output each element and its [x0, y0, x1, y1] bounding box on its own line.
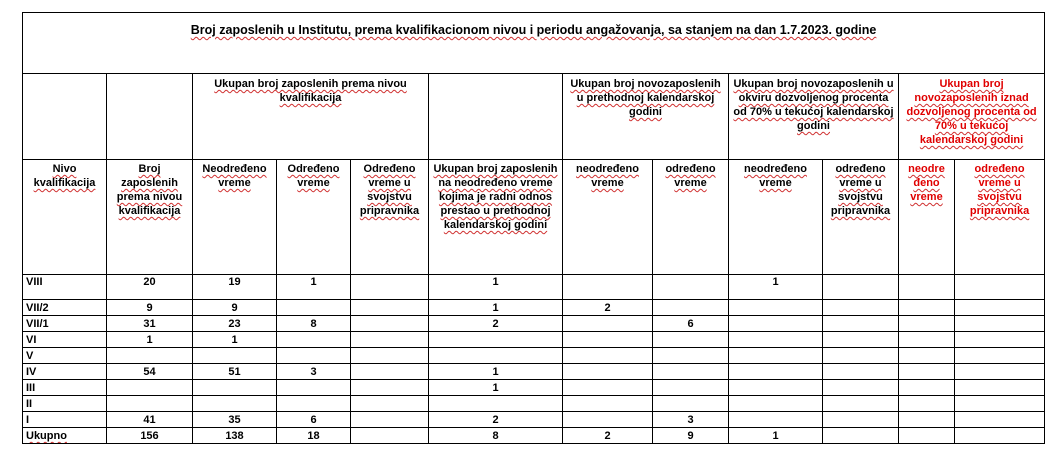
table-cell: 8 [277, 316, 351, 332]
table-cell [729, 380, 823, 396]
table-cell: 2 [429, 316, 563, 332]
table-cell [955, 275, 1045, 300]
table-cell [277, 300, 351, 316]
row-level-cell: VII/1 [23, 316, 107, 332]
table-row [23, 300, 1045, 316]
table-cell [955, 428, 1045, 444]
table-cell: 8 [429, 428, 563, 444]
row-level-cell: I [23, 412, 107, 428]
table-row [23, 316, 1045, 332]
table-cell [653, 364, 729, 380]
employee-qualification-table [22, 12, 1045, 444]
table-cell [823, 348, 899, 364]
table-cell [899, 428, 955, 444]
table-cell: 18 [277, 428, 351, 444]
table-cell [823, 380, 899, 396]
table-cell: 1 [429, 300, 563, 316]
table-cell [563, 316, 653, 332]
table-cell [729, 332, 823, 348]
table-cell [563, 275, 653, 300]
table-cell [729, 396, 823, 412]
column-header: Broj zaposlenih prema nivou kvalifikacija [107, 160, 193, 275]
table-cell [899, 380, 955, 396]
column-header: Određeno vreme [277, 160, 351, 275]
table-cell [729, 348, 823, 364]
table-cell: 9 [193, 300, 277, 316]
table-cell [823, 316, 899, 332]
table-cell: 138 [193, 428, 277, 444]
table-cell [429, 396, 563, 412]
table-cell: 6 [277, 412, 351, 428]
table-row [23, 380, 1045, 396]
row-level-cell: Ukupno [23, 428, 107, 444]
table-cell: 6 [653, 316, 729, 332]
title-row [23, 13, 1045, 74]
table-cell: 1 [277, 275, 351, 300]
table-cell: 54 [107, 364, 193, 380]
table-cell [955, 348, 1045, 364]
group-header-row [23, 74, 1045, 160]
table-cell [653, 300, 729, 316]
column-header: neodređeno vreme [729, 160, 823, 275]
column-header: Ukupan broj zaposlenih na neodređeno vreme kojima je radni odnos prestao u prethodnoj kalendarskoj godini [429, 160, 563, 275]
table-cell [899, 275, 955, 300]
group-header-total-by-level: Ukupan broj zaposlenih prema nivou kvalifikacija [193, 74, 429, 160]
column-header: neodređeno vreme [563, 160, 653, 275]
table-cell [193, 348, 277, 364]
table-cell [351, 412, 429, 428]
column-header: Neodređeno vreme [193, 160, 277, 275]
table-cell [277, 380, 351, 396]
column-header: Određeno vreme u svojstvu pripravnika [351, 160, 429, 275]
table-cell [899, 364, 955, 380]
table-cell [899, 316, 955, 332]
table-cell [955, 316, 1045, 332]
row-level-cell: VI [23, 332, 107, 348]
table-cell [193, 396, 277, 412]
table-cell [899, 348, 955, 364]
table-cell [351, 348, 429, 364]
column-header: određeno vreme u svojstvu pripravnika [955, 160, 1045, 275]
table-cell [653, 348, 729, 364]
table-cell [729, 316, 823, 332]
table-cell [653, 380, 729, 396]
table-cell [955, 300, 1045, 316]
table-cell: 23 [193, 316, 277, 332]
table-cell: 51 [193, 364, 277, 380]
table-cell [277, 332, 351, 348]
table-cell [729, 364, 823, 380]
table-cell [653, 332, 729, 348]
group-header-new-within-70: Ukupan broj novozaposlenih u okviru dozvoljenog procenta od 70% u tekućoj kalendarskoj godini [729, 74, 899, 160]
table-cell [899, 412, 955, 428]
table-cell: 1 [107, 332, 193, 348]
table-row [23, 332, 1045, 348]
table-cell [823, 275, 899, 300]
table-cell [899, 332, 955, 348]
table-cell [563, 348, 653, 364]
table-cell: 156 [107, 428, 193, 444]
table-cell [563, 364, 653, 380]
qualification-table-wrapper [22, 12, 1044, 444]
table-cell [351, 428, 429, 444]
table-cell [563, 332, 653, 348]
table-cell [823, 332, 899, 348]
table-row [23, 348, 1045, 364]
table-title-text: Broj zaposlenih u Institutu, prema kvalifikacionom nivou i periodu angažovanja, sa stanjem na dan 1.7.2023. godine [190, 23, 877, 37]
table-cell: 20 [107, 275, 193, 300]
table-cell [277, 396, 351, 412]
table-cell: 1 [429, 275, 563, 300]
table-cell [351, 332, 429, 348]
row-level-cell: IV [23, 364, 107, 380]
table-cell [823, 412, 899, 428]
table-body [23, 275, 1045, 444]
table-cell: 9 [107, 300, 193, 316]
column-header: određeno vreme [653, 160, 729, 275]
table-cell [955, 364, 1045, 380]
column-header: Nivo kvalifikacija [23, 160, 107, 275]
table-row [23, 412, 1045, 428]
table-cell: 1 [429, 364, 563, 380]
table-cell: 19 [193, 275, 277, 300]
table-cell [107, 396, 193, 412]
table-cell: 2 [429, 412, 563, 428]
column-header-row [23, 160, 1045, 275]
table-cell: 35 [193, 412, 277, 428]
table-row [23, 428, 1045, 444]
group-header-new-prev-year: Ukupan broj novozaposlenih u prethodnoj kalendarskoj godini [563, 74, 729, 160]
row-level-cell: VIII [23, 275, 107, 300]
table-cell [653, 275, 729, 300]
table-cell: 1 [729, 428, 823, 444]
table-cell: 1 [729, 275, 823, 300]
table-cell [429, 348, 563, 364]
table-cell [107, 380, 193, 396]
table-row [23, 396, 1045, 412]
table-cell [193, 380, 277, 396]
table-cell [955, 332, 1045, 348]
table-title [23, 13, 1045, 74]
group-header-new-over-70: Ukupan broj novozaposlenih iznad dozvoljenog procenta od 70% u tekućoj kalendarskoj godini [899, 74, 1045, 160]
table-cell: 3 [277, 364, 351, 380]
group-header-empty-1 [23, 74, 107, 160]
row-level-cell: VII/2 [23, 300, 107, 316]
table-cell [351, 300, 429, 316]
row-level-cell: II [23, 396, 107, 412]
group-header-empty-3 [429, 74, 563, 160]
table-cell [351, 364, 429, 380]
table-cell: 31 [107, 316, 193, 332]
table-cell [351, 275, 429, 300]
table-cell: 9 [653, 428, 729, 444]
table-cell: 2 [563, 428, 653, 444]
table-row [23, 275, 1045, 300]
table-cell [277, 348, 351, 364]
table-cell: 1 [429, 380, 563, 396]
table-cell: 41 [107, 412, 193, 428]
table-cell [351, 316, 429, 332]
row-level-cell: V [23, 348, 107, 364]
table-cell [823, 428, 899, 444]
table-cell [107, 348, 193, 364]
table-cell [653, 396, 729, 412]
table-cell [955, 380, 1045, 396]
table-row [23, 364, 1045, 380]
table-cell [823, 396, 899, 412]
table-cell [729, 412, 823, 428]
table-cell: 3 [653, 412, 729, 428]
table-cell [955, 396, 1045, 412]
table-cell [563, 412, 653, 428]
table-cell [729, 300, 823, 316]
table-cell [899, 300, 955, 316]
table-cell [823, 364, 899, 380]
row-level-cell: III [23, 380, 107, 396]
table-cell [351, 396, 429, 412]
table-cell [823, 300, 899, 316]
table-cell: 1 [193, 332, 277, 348]
column-header: određeno vreme u svojstvu pripravnika [823, 160, 899, 275]
table-cell [351, 380, 429, 396]
table-cell [563, 396, 653, 412]
group-header-empty-2 [107, 74, 193, 160]
table-cell [955, 412, 1045, 428]
column-header: neodre đeno vreme [899, 160, 955, 275]
table-cell [899, 396, 955, 412]
table-cell [429, 332, 563, 348]
table-cell: 2 [563, 300, 653, 316]
table-cell [563, 380, 653, 396]
